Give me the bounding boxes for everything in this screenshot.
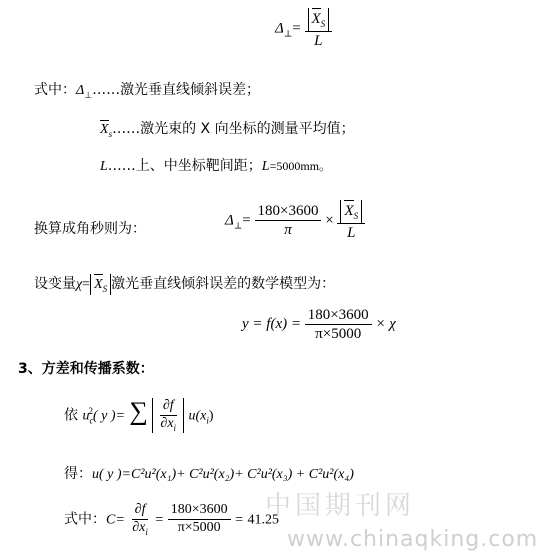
model-tail: × χ <box>375 315 396 332</box>
u-sup: 2 <box>88 406 93 417</box>
tail-sub: i <box>206 415 209 426</box>
fraction-xs-l <box>337 200 365 242</box>
coeff-c: C= <box>106 512 125 528</box>
fraction-denominator: π <box>284 222 292 239</box>
times: × <box>325 212 334 229</box>
equals: = <box>242 212 251 229</box>
equals: = <box>155 512 164 528</box>
where-line-l <box>100 155 331 175</box>
propagation-arg: ( y )= <box>92 408 125 424</box>
partial-num: ∂f <box>160 398 177 416</box>
xs-bar: X <box>312 8 321 30</box>
xs-bar: X <box>344 200 353 222</box>
fraction-denominator: π×5000 <box>315 326 362 342</box>
l-value: =5000mm。 <box>269 159 332 173</box>
where-line-xs <box>100 118 355 139</box>
propagation-prefix: 依 <box>64 407 78 424</box>
l-symbol-2: L <box>261 159 270 174</box>
result-prefix: 得： <box>64 466 92 482</box>
partial-den: ∂x <box>132 519 146 535</box>
coefficient-line <box>64 502 279 537</box>
xs-text: ……激光束的 X 向坐标的测量平均值； <box>112 121 355 137</box>
xs-bar: X <box>94 274 103 294</box>
where-prefix: 式中： <box>34 82 76 98</box>
xs-bar: X <box>100 122 109 137</box>
fraction-denominator-2: L <box>347 224 356 241</box>
fraction-denominator: L <box>314 32 323 49</box>
partial-den: ∂x <box>160 415 174 431</box>
equals-2: = <box>235 512 243 528</box>
delta-subscript: ⊥ <box>283 28 293 39</box>
where-line-delta <box>34 79 260 101</box>
bracket <box>152 398 184 433</box>
tail-u: u(x <box>188 408 207 424</box>
variable-text: 激光垂直线倾斜误差的数学模型为： <box>111 276 336 292</box>
delta-symbol: Δ <box>76 83 85 98</box>
sum-symbol: ∑ <box>129 396 148 426</box>
l-symbol: L <box>100 159 108 174</box>
delta-subscript: ⊥ <box>233 220 243 231</box>
fraction-180x3600-pi <box>255 202 322 239</box>
model-equation <box>242 306 396 343</box>
equation-delta <box>275 8 332 50</box>
coeff-partial <box>129 502 151 537</box>
fraction-numerator: 180×3600 <box>305 306 372 325</box>
equals: = <box>82 277 91 292</box>
coeff-fraction <box>168 502 231 537</box>
equals: = <box>292 20 301 37</box>
chi-symbol: χ <box>76 277 83 292</box>
fraction-numerator: 180×3600 <box>168 502 231 520</box>
fraction-numerator <box>305 8 333 32</box>
convert-label: 换算成角秒则为： <box>34 221 146 237</box>
fraction-numerator: 180×3600 <box>255 202 322 221</box>
model-fraction <box>305 306 372 343</box>
result-u: u <box>92 467 99 482</box>
coeff-value: 41.25 <box>247 512 279 528</box>
delta-subscript: ⊥ <box>84 90 93 101</box>
delta-symbol: Δ <box>225 212 234 229</box>
partial-num: ∂f <box>132 502 149 520</box>
coeff-prefix: 式中： <box>64 511 106 528</box>
xs-sub: S <box>320 19 326 29</box>
convert-equation <box>225 200 365 242</box>
fraction <box>305 8 333 50</box>
partial-den-sub: i <box>173 422 177 433</box>
propagation-equation <box>64 398 214 433</box>
u-symbol: u <box>82 408 90 424</box>
xs-sub: S <box>102 283 108 294</box>
delta-symbol: Δ <box>275 20 284 37</box>
xs-sub: s <box>108 128 113 139</box>
variable-prefix: 设变量 <box>34 276 76 292</box>
fraction-denominator: π×5000 <box>177 520 221 536</box>
result-line <box>64 463 354 483</box>
fraction-numerator-2 <box>337 200 365 224</box>
u-sub: c <box>89 415 94 426</box>
result-expression: ( y )=C²u²(x₁)+ C²u²(x₂)+ C²u²(x₃) + C²u²(x₄) <box>99 467 354 482</box>
variable-line <box>34 273 335 295</box>
where-text: ……激光垂直线倾斜误差； <box>92 82 261 98</box>
l-text: ……上、中坐标靶间距； <box>107 158 262 174</box>
xs-sub: S <box>353 211 359 221</box>
section-heading: 3、方差和传播系数： <box>18 361 154 377</box>
tail-end: ) <box>208 408 214 424</box>
model-lhs: y = f(x) = <box>242 315 301 332</box>
partial-den-sub: i <box>145 526 148 537</box>
watermark-url: www.chinaqking.com <box>287 527 538 552</box>
watermark-cn: 中国期刊网 <box>265 491 416 521</box>
